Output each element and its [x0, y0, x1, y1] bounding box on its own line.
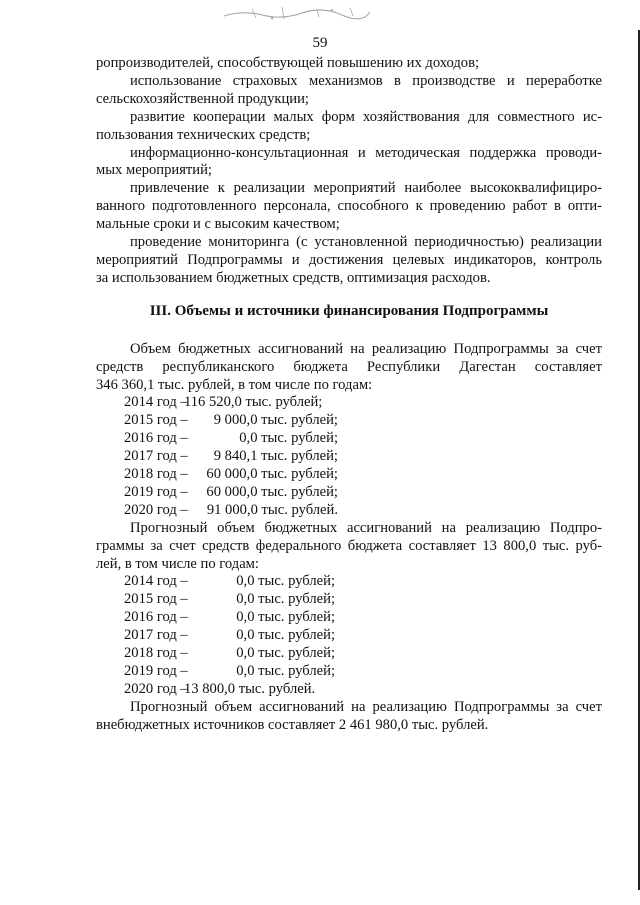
year-list-republic [96, 394, 602, 519]
year-amount: 0,0 тыс. рублей; [236, 627, 335, 644]
document-body [96, 55, 602, 735]
paragraph-republic-budget [96, 341, 602, 395]
year-amount: 0,0 тыс. рублей; [236, 663, 335, 679]
text-line: развитие кооперации малых форм хозяйствования для совместного ис- [130, 108, 602, 125]
year-amount: 116 520,0 тыс. рублей; [184, 394, 323, 411]
text-line: 346 360,1 тыс. рублей, в том числе по годам: [96, 376, 373, 393]
year-row [96, 681, 602, 699]
text-line: граммы за счет средств федерального бюджета составляет 13 800,0 тыс. руб- [96, 537, 602, 554]
scan-smudge-mark [222, 4, 372, 22]
year-amount: 60 000,0 тыс. рублей; [206, 466, 338, 483]
paragraph-federal-budget [96, 520, 602, 574]
year-label: 2014 год – [124, 394, 188, 411]
year-label: 2018 год – [124, 645, 188, 662]
text-line: привлечение к реализации мероприятий наиболее высококвалифициро- [130, 180, 602, 197]
year-label: 2014 год – [124, 573, 188, 590]
year-label: 2017 год – [124, 627, 188, 644]
paragraph [96, 55, 602, 73]
year-row [96, 412, 602, 430]
text-line: мероприятий Подпрограммы и достижения целевых индикаторов, контроль [96, 251, 602, 268]
year-label: 2017 год – [124, 448, 188, 465]
year-label: 2019 год – [124, 483, 188, 500]
year-label: 2019 год – [124, 663, 188, 679]
year-amount: 13 800,0 тыс. рублей. [184, 680, 316, 697]
year-amount: 9 000,0 тыс. рублей; [213, 412, 338, 429]
year-row [96, 484, 602, 502]
year-amount: 0,0 тыс. рублей; [236, 645, 335, 662]
year-row [96, 591, 602, 609]
text-line: ропроизводителей, способствующей повышению их доходов; [96, 55, 480, 71]
section-heading: III. Объемы и источники финансирования Подпрограммы [149, 302, 549, 319]
year-label: 2015 год – [124, 591, 188, 608]
year-label: 2018 год – [124, 466, 188, 483]
year-amount: 0,0 тыс. рублей; [236, 573, 335, 590]
year-label: 2020 год – [124, 501, 188, 518]
year-label: 2015 год – [124, 412, 188, 429]
year-label: 2016 год – [124, 609, 188, 626]
year-row [96, 394, 602, 412]
year-amount: 0,0 тыс. рублей; [239, 430, 338, 447]
text-line: ванного подготовленного персонала, способного к проведению работ в опти- [96, 198, 602, 215]
text-line: проведение мониторинга (с установленной периодичностью) реализации [130, 234, 602, 251]
year-row [96, 448, 602, 466]
text-line: сельскохозяйственной продукции; [96, 90, 309, 107]
year-row [96, 663, 602, 681]
text-line: мых мероприятий; [96, 162, 212, 179]
text-line: информационно-консультационная и методическая поддержка проводи- [130, 144, 602, 161]
year-row [96, 466, 602, 484]
paragraph-extrabudget [96, 699, 602, 735]
page-number: 59 [312, 35, 328, 51]
paragraph [96, 145, 602, 181]
year-row [96, 609, 602, 627]
paragraph [96, 73, 602, 109]
text-line: Прогнозный объем ассигнований на реализацию Подпрограммы за счет [130, 698, 602, 715]
year-row [96, 645, 602, 663]
year-row [96, 573, 602, 591]
text-line: лей, в том числе по годам: [96, 555, 259, 572]
year-row [96, 627, 602, 645]
text-line: использование страховых механизмов в производстве и переработке [130, 72, 602, 89]
text-line: Прогнозный объем бюджетных ассигнований на реализацию Подпро- [130, 519, 602, 536]
text-line: средств республиканского бюджета Республики Дагестан составляет [96, 358, 602, 375]
year-list-federal [96, 573, 602, 698]
paragraph [96, 234, 602, 288]
text-line: мальные сроки и с высоким качеством; [96, 216, 340, 233]
text-line: пользования технических средств; [96, 126, 311, 143]
year-amount: 0,0 тыс. рублей; [236, 609, 335, 626]
year-row [96, 430, 602, 448]
text-line: за использованием бюджетных средств, оптимизация расходов. [96, 269, 491, 286]
paragraph [96, 180, 602, 234]
year-label: 2016 год – [124, 430, 188, 447]
year-row [96, 502, 602, 520]
paragraph [96, 109, 602, 145]
year-amount: 91 000,0 тыс. рублей. [206, 501, 338, 518]
year-label: 2020 год – [124, 680, 188, 697]
text-line: внебюджетных источников составляет 2 461 980,0 тыс. рублей. [96, 716, 489, 733]
year-amount: 60 000,0 тыс. рублей; [206, 483, 338, 500]
year-amount: 9 840,1 тыс. рублей; [213, 448, 338, 465]
year-amount: 0,0 тыс. рублей; [236, 591, 335, 608]
text-line: Объем бюджетных ассигнований на реализацию Подпрограммы за счет [130, 340, 602, 357]
